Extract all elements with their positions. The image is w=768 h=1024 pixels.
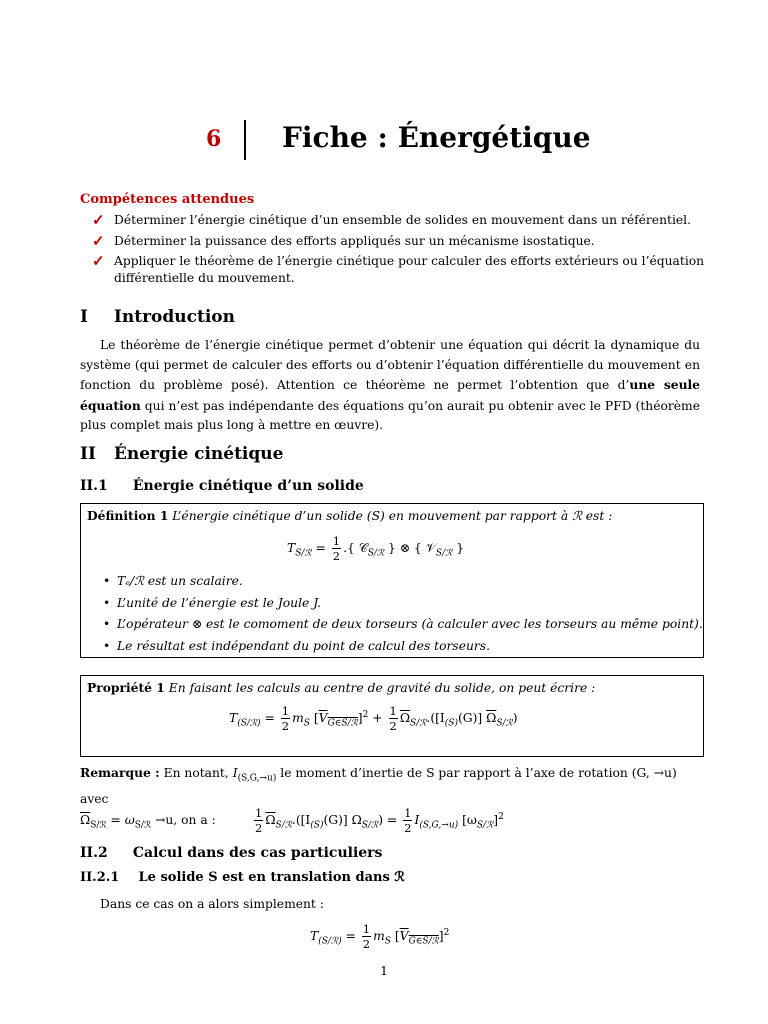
- remark-symbol: = ω: [110, 813, 135, 828]
- competences-list: [92, 212, 706, 290]
- formula-sub: S/ℛ: [361, 820, 379, 831]
- formula-sub: S/ℛ: [367, 548, 385, 559]
- subsection-heading: [80, 845, 382, 861]
- formula-lhs-sub: (S/ℛ): [237, 718, 261, 729]
- formula-sub: S/ℛ: [275, 820, 292, 831]
- formula-sub: S/ℛ: [410, 718, 427, 729]
- property-header: [87, 680, 595, 695]
- chapter-number: 6: [206, 126, 222, 152]
- remark-sub: (S,G,→u): [237, 773, 277, 784]
- property-formula: $T_{(S/ℛ)}$ = $\frac{1}{2}$ $m_S$ $[\overline{V}_{G\in S/ℛ}]^2$ + $\frac{1}{2}$ $\overline{\Omega}_{S/ℛ}.([I_{(S)}(G)]$ $\overline{\Omega}_{S/ℛ}$): [229, 704, 518, 733]
- competence-text: Déterminer la puissance des efforts appliqués sur un mécanisme isostatique.: [114, 233, 595, 248]
- section-number: II: [80, 444, 96, 464]
- formula-sub: S: [303, 718, 310, 729]
- frac-num: 1: [255, 806, 263, 820]
- subsubsection-heading: [80, 870, 405, 885]
- definition-text: L’énergie cinétique d’un solide (S) en mouvement par rapport à ℛ est :: [172, 509, 613, 523]
- subsubsection-title: Le solide S est en translation dans ℛ: [138, 870, 405, 885]
- remark-symbol: I: [232, 766, 238, 780]
- definition-bullets: [103, 574, 703, 660]
- formula-power: 2: [443, 927, 450, 938]
- remark-label: Remarque :: [80, 765, 160, 780]
- formula-inertia: .([I: [426, 711, 445, 725]
- formula-plus: +: [372, 711, 383, 725]
- frac-num: 1: [362, 922, 371, 936]
- formula-omega: $\overline{\Omega}$: [399, 711, 411, 725]
- formula-sub: G∈S/ℛ: [327, 718, 358, 729]
- frac-den: 2: [332, 549, 341, 563]
- intro-text-2: qui n’est pas indépendante des équations qu’on aurait pu obtenir avec le PFD (théorème plus complet mais plus long à mettre en œuvre).: [80, 398, 700, 432]
- property-label: Propriété 1: [87, 680, 165, 695]
- intro-text-strong: une seule équation: [80, 377, 701, 413]
- formula-sub: G∈S/ℛ: [408, 936, 439, 947]
- chapter-header: [0, 118, 768, 162]
- formula-mass: m: [292, 711, 304, 725]
- formula-power: 2: [362, 709, 369, 720]
- frac-num: 1: [389, 704, 397, 718]
- property-box: [80, 675, 704, 757]
- competences-heading: Compétences attendues: [80, 192, 255, 207]
- formula-part: ) =: [378, 813, 398, 827]
- section-number: I: [80, 307, 88, 327]
- formula-equals: =: [345, 929, 356, 943]
- remark-sub: S/ℛ: [134, 820, 152, 831]
- definition-header: [87, 508, 612, 523]
- formula-vector: $\overline{V}$: [318, 711, 328, 725]
- remark-text: →u, on a :: [155, 813, 216, 828]
- formula-fraction: [362, 922, 371, 951]
- frac-num: 1: [332, 534, 341, 548]
- formula-equals: =: [315, 541, 326, 555]
- section-title: Introduction: [113, 307, 235, 327]
- formula-part: (G)] Ω: [323, 813, 362, 827]
- formula-sub: (S): [310, 820, 324, 831]
- formula-lhs: T: [310, 929, 319, 943]
- frac-den: 2: [404, 821, 412, 835]
- frac-den: 2: [255, 821, 263, 835]
- formula-lhs: T: [229, 711, 238, 725]
- property-text: En faisant les calculs au centre de gravité du solide, on peut écrire :: [168, 681, 596, 695]
- formula-part: $\overline{\Omega}$: [265, 813, 276, 827]
- competence-item: [92, 212, 706, 229]
- subsection-heading: [80, 478, 364, 494]
- formula-sub: S: [384, 936, 391, 947]
- subsection-title: Énergie cinétique d’un solide: [132, 478, 364, 494]
- formula-fraction: [332, 534, 341, 563]
- formula-sub: S/ℛ: [496, 718, 513, 729]
- formula-lhs-sub: (S/ℛ): [318, 936, 342, 947]
- frac-den: 2: [362, 937, 371, 951]
- remark-sub: S/ℛ: [90, 820, 107, 831]
- checkmark-icon: ✓: [92, 211, 105, 229]
- formula-lhs: T: [287, 541, 296, 555]
- formula-fraction: [389, 704, 398, 733]
- section-introduction-heading: [80, 307, 235, 327]
- formula-fraction: [403, 806, 412, 835]
- frac-num: 1: [281, 704, 290, 718]
- chapter-title: Fiche : Énergétique: [282, 121, 591, 154]
- remark-symbol: $\overline{\Omega}$: [80, 813, 91, 828]
- subsection-number: II.1: [80, 478, 108, 494]
- formula-fraction: [281, 704, 290, 733]
- translation-formula: $T_{(S/ℛ)}$ = $\frac{1}{2}$ $m_S$ $[\overline{V}_{G\in S/ℛ}]^2$: [310, 922, 450, 951]
- formula-sub: (S): [444, 718, 458, 729]
- formula-power: 2: [498, 811, 504, 822]
- checkmark-icon: ✓: [92, 252, 105, 270]
- remark-text: En notant,: [163, 766, 229, 780]
- frac-den: 2: [281, 719, 290, 733]
- definition-bullet: • L’opérateur ⊗ est le comoment de deux torseurs (à calculer avec les torseurs au même point).: [103, 617, 693, 632]
- introduction-paragraph: [80, 336, 700, 436]
- frac-den: 2: [389, 719, 397, 733]
- competence-item: [92, 233, 706, 250]
- formula-sub: S/ℛ: [476, 820, 494, 831]
- remark-formula: [252, 806, 504, 835]
- definition-bullet: • Le résultat est indépendant du point de calcul des torseurs.: [103, 639, 693, 654]
- formula-fraction: [254, 806, 263, 835]
- definition-box: [80, 503, 704, 658]
- formula-sub: (S,G,→u): [419, 820, 459, 831]
- formula-part: I: [414, 813, 420, 827]
- formula-part: .([I: [291, 813, 311, 827]
- frac-num: 1: [404, 806, 412, 820]
- competence-text: Déterminer l’énergie cinétique d’un ensemble de solides en mouvement dans un référentiel.: [114, 213, 691, 227]
- formula-vector: $\overline{V}$: [399, 929, 409, 943]
- formula-part: (G)]: [458, 711, 483, 725]
- formula-equals: =: [264, 711, 275, 725]
- chapter-divider: [244, 120, 246, 160]
- subsubsection-number: II.2.1: [80, 870, 120, 885]
- formula-lhs-sub: S/ℛ: [295, 548, 312, 559]
- definition-formula: [287, 534, 464, 563]
- page-number: 1: [380, 964, 388, 978]
- section-title: Énergie cinétique: [113, 444, 284, 464]
- competence-text: Appliquer le théorème de l’énergie cinétique pour calculer des efforts extérieurs ou l’équation différentielle du mouvement.: [114, 254, 705, 285]
- translation-paragraph: Dans ce cas on a alors simplement :: [100, 897, 324, 911]
- formula-mass: m: [373, 929, 385, 943]
- checkmark-icon: ✓: [92, 231, 105, 250]
- remark-text: le moment d’inertie de S par rapport à l’axe de rotation (G, →u) avec: [80, 766, 677, 807]
- competence-item: [92, 253, 706, 286]
- formula-sub: S/ℛ: [435, 548, 453, 559]
- intro-text-1: Le théorème de l’énergie cinétique permet d’obtenir une équation qui décrit la dynamique du système (qui permet de calculer des efforts ou d’obtenir l’équation différentielle du mouvement en fonction du problème posé). Attention ce théorème ne permet l’obtention que d’: [80, 338, 700, 392]
- formula-part: [ω: [462, 813, 477, 827]
- formula-part: }: [452, 541, 465, 555]
- definition-bullet: • L’unité de l’énergie est le Joule J.: [103, 596, 693, 611]
- definition-bullet: • Tₑ/ℛ est un scalaire.: [103, 574, 693, 589]
- section-energie-heading: [80, 444, 283, 464]
- definition-label: Définition 1: [87, 508, 169, 523]
- subsection-number: II.2: [80, 845, 108, 861]
- subsection-title: Calcul dans des cas particuliers: [132, 845, 383, 861]
- formula-part: } ⊗ { 𝒱: [384, 541, 436, 555]
- formula-part: ]: [493, 813, 499, 827]
- formula-part: .{ 𝒞: [343, 541, 368, 555]
